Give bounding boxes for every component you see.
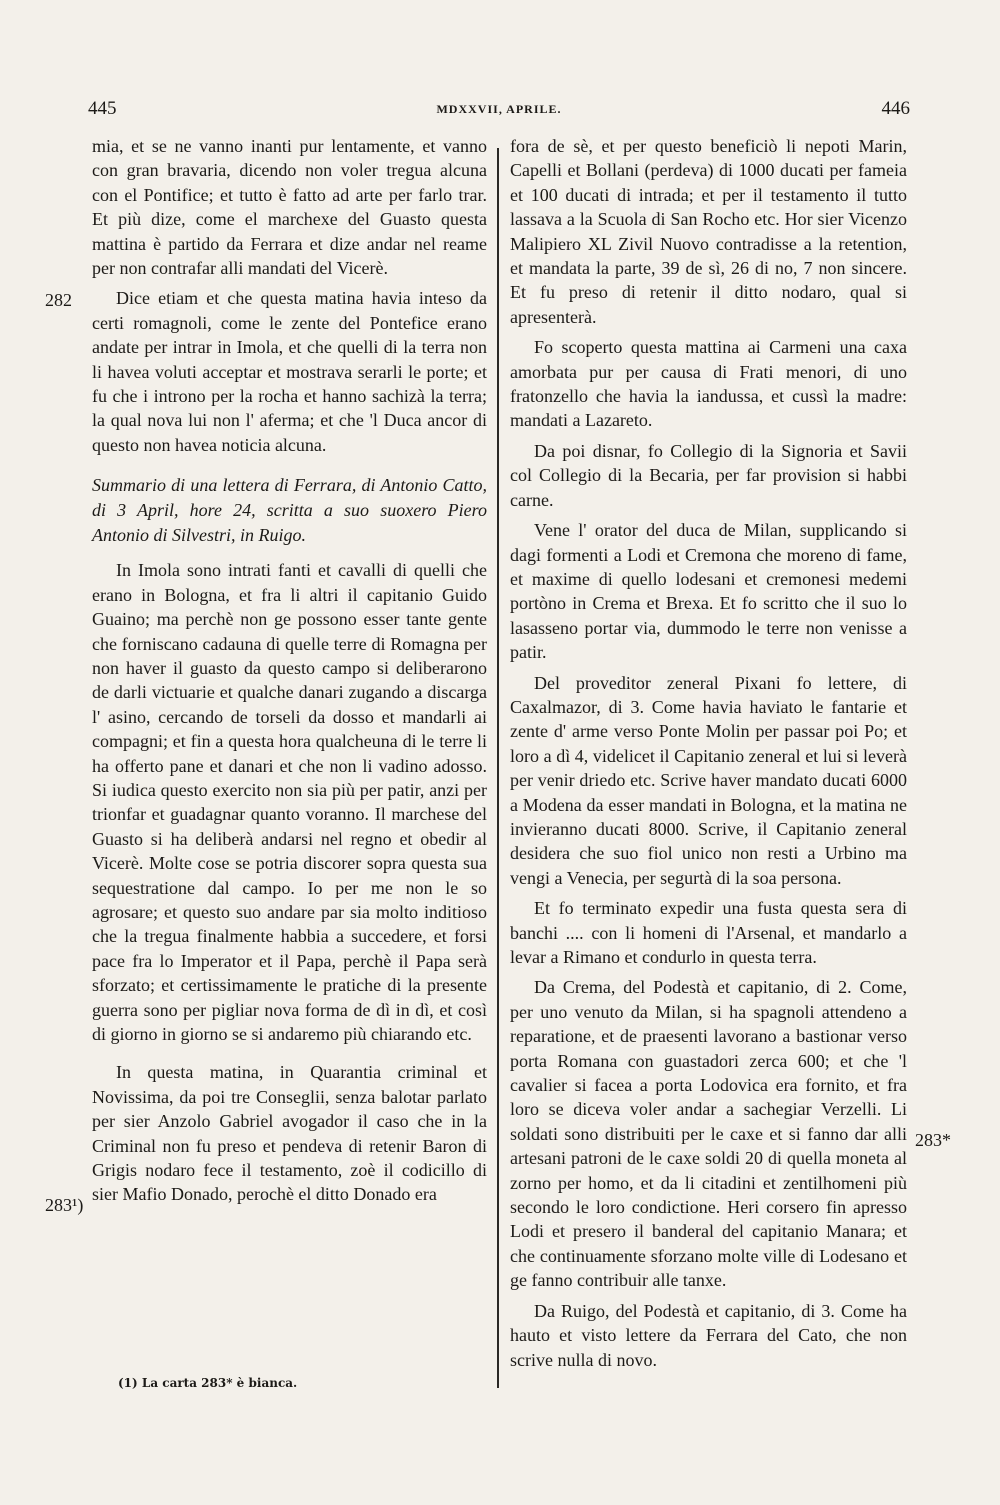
right-paragraph-5: Del proveditor zeneral Pixani fo lettere, di Caxalmazor, di 3. Come havia haviato le fantarie et zente d' arme verso Ponte Molin per passar poi Po; et loro a dì 4, videlicet il Capitanio zeneral et lui si leverà per venir driedo etc. Scrive haver mandato ducati 6000 a Modena da esser mandati in Bologna, et la matina ne invieranno ducati 8000. Scrive, il Capitanio zeneral desidera che suo fiol unico non resti a Urbino ma vengi a Venecia, per segurtà di la soa persona. [510,672,907,888]
left-paragraph-1: mia, et se ne vanno inanti pur lentamente, et vanno con gran bravaria, dicendo non voler tregua alcuna con el Pontifice; et tutto è fatto ad arte per farlo trar. Et più dize, come el marchexe del Guasto questa mattina è partido da Ferrara et dize andar nel reame per non contrafar alli mandati del Vicerè. [92,136,487,279]
right-paragraph-4: Vene l' orator del duca de Milan, supplicando si dagi formenti a Lodi et Cremona che moreno di fame, et maxime di quello lodesani et cremonesi medemi portòno in Crema et Brexa. Et fo scritto che il suo lo lasasseno portar via, dummodo le terre non venisse a patir. [510,520,907,663]
left-paragraph-4: In questa matina, in Quarantia criminal et Novissima, da poi tre Conseglii, senza balotar parlato per sier Anzolo Gabriel avogador il caso che in la Criminal non fu preso et pendeva di retenir Baron di Grigis nodaro fece il testamento, zoè il codicillo di sier Mafio Donado, perochè el ditto Donado era [92,1062,487,1205]
column-divider [497,148,499,1388]
margin-note-282: 282 [45,290,72,310]
left-paragraph-3: In Imola sono intrati fanti et cavalli di quelli che erano in Bologna, et fra li altri il capitanio Guido Guaino; ma perchè non ge possono esser tante gente che forniscano cadauna di quelle terre di Romagna per non haver il guasto da questo campo si deliberarono de darli victuarie et qualche danari zugando a discarga l' asino, cercando de torseli da dosso et mandarli ai compagni; et fin a questa hora qualcheuna di le terre li ha offerto pane et danari et che non li vadino adosso. Si iudica questo exercito non sia più per patir, anzi per trionfar et guadagnar quanto voranno. Il marchese del Guasto si ha deliberà andarsi nel regno et obedir al Vicerè. Molte cose se potria discorer sopra questa sua sequestratione dal campo. Io per me non le so agrosare; et questo suo andare par sia molto inditioso che la tregua finalmente habbia a succedere, et forsi pace fra lo Imperator et il Papa, perchè il Papa serà sforzato; et certissimamente le pratiche di la presente guerra sono per pigliar nova forma de dì in dì, et così di giorno in giorno se si andaremo più chiarando etc. [92,560,487,1044]
right-paragraph-1: fora de sè, et per questo beneficiò li nepoti Marin, Capelli et Bollani (perdeva) di 1000 ducati per fameia et 100 ducati di intrada; et per il testamento il tutto lassava a la Scuola di San Rocho etc. Hor sier Vicenzo Malipiero XL Zivil Nuovo contradisse a la retention, et mandata la parte, 39 de sì, 26 di no, 7 non sincere. Et fu preso di retenir il ditto nodaro, qual si apresenterà. [510,136,907,327]
right-paragraph-3: Da poi disnar, fo Collegio di la Signoria et Savii col Collegio di la Becaria, per far provision si habbi carne. [510,440,907,510]
page-number-left: 445 [88,98,117,119]
running-head: MDXXVII, APRILE. [436,102,562,116]
footnote: (1) La carta 283* è bianca. [118,1376,298,1390]
page-header [88,98,910,124]
right-column [510,134,907,1378]
right-paragraph-8: Da Ruigo, del Podestà et capitanio, di 3. Come ha hauto et visto lettere da Ferrara del Cato, che non scrive nulla di novo. [510,1300,907,1370]
right-paragraph-6: Et fo terminato expedir una fusta questa sera di banchi .... con li homeni di l'Arsenal, et mandarlo a levar a Rimano et condurlo in questa terra. [510,898,907,967]
letter-summary-heading: Summario di una lettera di Ferrara, di Antonio Catto, di 3 April, hore 24, scritta a suo suoxero Piero Antonio di Silvestri, in Ruigo. [92,475,487,546]
right-paragraph-7: Da Crema, del Podestà et capitanio, di 2. Come, per uno venuto da Milan, si ha spagnoli attendeno a reparatione, et de praesenti lavorano a bastionar verso porta Romana con guastadori zerca 600; et che 'l cavalier si facea a porta Lodovica era fornito, et fra loro se diceva voler andar a sachegiar Verzelli. Li soldati sono distribuiti per le caxe et si fanno dar alli artesani patroni de le caxe soldi 20 di quella moneta al zorno per homo, et da li citadini et zentilhomeni più secondo le loro condictione. Heri corsero fin apresso Lodi et presero il banderal del capitanio Manara; et che continuamente sforzano molte ville di Lodesano et ge fanno contribuir alle tanxe. [510,977,907,1291]
page-number-right: 446 [881,98,910,119]
margin-note-283-footnoted: 283¹) [45,1195,84,1215]
left-column [92,134,487,1213]
right-paragraph-2: Fo scoperto questa mattina ai Carmeni una caxa amorbata pur per causa di Frati menori, di uno fratonzello che havia la iandussa, et cussì la madre: mandati a Lazareto. [510,337,907,431]
left-paragraph-2: Dice etiam et che questa matina havia inteso da certi romagnoli, come le zente del Pontefice erano andate per intrar in Imola, et che quelli di la terra non li havea voluti acceptar et mostrava serarli le porte; et fu che i introno per la rocha et hanno sachizà la terra; la qual nova lui non l' aferma; et che 'l Duca ancor di questo non havea noticia alcuna. [92,288,487,455]
margin-note-283-star: 283* [915,1130,951,1150]
